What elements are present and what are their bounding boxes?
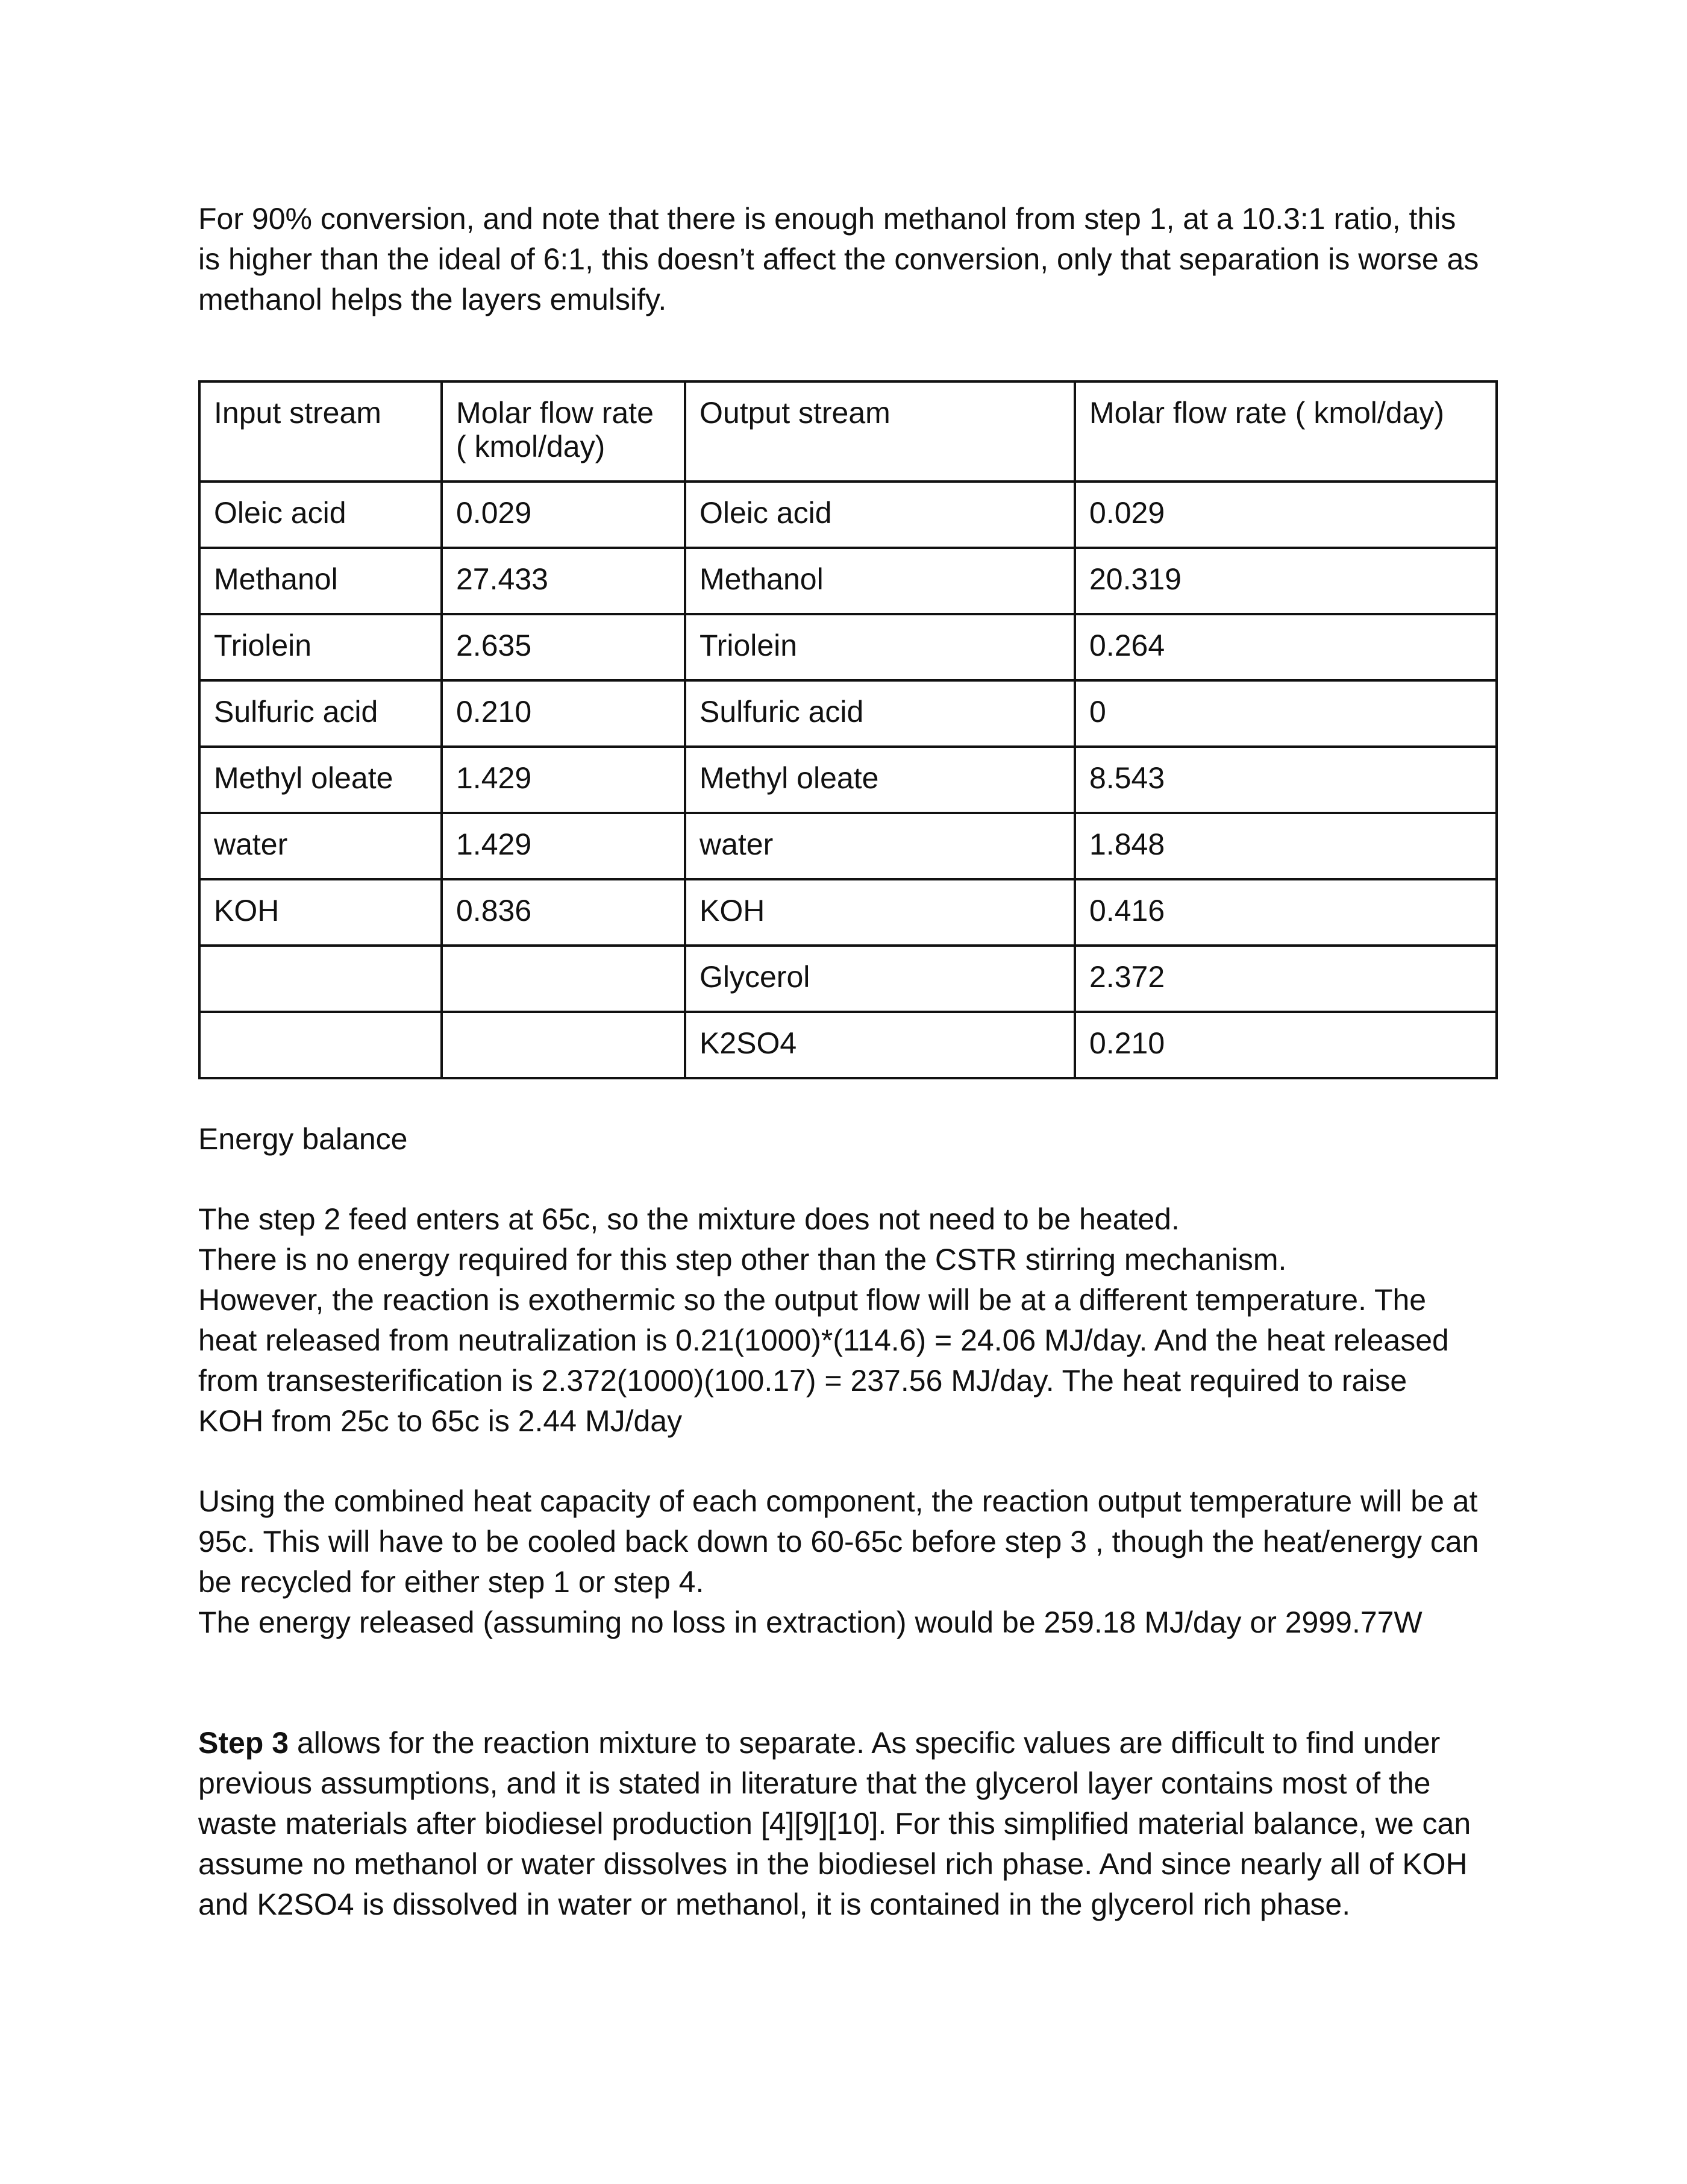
energy-line: The step 2 feed enters at 65c, so the mixture does not need to be heated. bbox=[198, 1202, 1180, 1236]
table-row bbox=[199, 813, 1497, 879]
input-flow-cell: 0.210 bbox=[442, 680, 685, 747]
input-stream-cell: Methyl oleate bbox=[199, 747, 442, 813]
energy-paragraph-1 bbox=[198, 1199, 1494, 1442]
energy-line: However, the reaction is exothermic so the output flow will be at a different temperature. The bbox=[198, 1283, 1427, 1317]
table-row bbox=[199, 1012, 1497, 1078]
output-flow-cell: 0.416 bbox=[1075, 879, 1497, 946]
output-stream-cell: Triolein bbox=[685, 614, 1075, 680]
step3-line: previous assumptions, and it is stated in literature that the glycerol layer contains most of the bbox=[198, 1766, 1431, 1800]
output-flow-cell: 2.372 bbox=[1075, 946, 1497, 1012]
input-stream-cell bbox=[199, 946, 442, 1012]
input-stream-cell: Sulfuric acid bbox=[199, 680, 442, 747]
step3-line: and K2SO4 is dissolved in water or methanol, it is contained in the glycerol rich phase. bbox=[198, 1887, 1351, 1921]
table-header-row bbox=[199, 381, 1497, 482]
input-stream-cell: Triolein bbox=[199, 614, 442, 680]
input-stream-cell: water bbox=[199, 813, 442, 879]
intro-paragraph bbox=[198, 199, 1494, 320]
intro-line: is higher than the ideal of 6:1, this doesn’t affect the conversion, only that separation is worse as bbox=[198, 242, 1479, 276]
table-row bbox=[199, 680, 1497, 747]
output-stream-cell: Glycerol bbox=[685, 946, 1075, 1012]
energy-line: There is no energy required for this step other than the CSTR stirring mechanism. bbox=[198, 1243, 1287, 1276]
output-flow-cell: 0 bbox=[1075, 680, 1497, 747]
energy-line: heat released from neutralization is 0.21(1000)*(114.6) = 24.06 MJ/day. And the heat released bbox=[198, 1323, 1449, 1357]
input-flow-cell: 2.635 bbox=[442, 614, 685, 680]
step3-paragraph bbox=[198, 1723, 1494, 1925]
energy-paragraph-2 bbox=[198, 1481, 1494, 1643]
step3-line: assume no methanol or water dissolves in the biodiesel rich phase. And since nearly all of KOH bbox=[198, 1847, 1468, 1881]
table-row bbox=[199, 879, 1497, 946]
intro-line: For 90% conversion, and note that there is enough methanol from step 1, at a 10.3:1 ratio, this bbox=[198, 202, 1456, 236]
input-flow-cell bbox=[442, 1012, 685, 1078]
output-flow-cell: 20.319 bbox=[1075, 548, 1497, 614]
header-input-molar-flow: Molar flow rate ( kmol/day) bbox=[442, 381, 685, 482]
document-page bbox=[198, 199, 1494, 1925]
energy-line: Using the combined heat capacity of each component, the reaction output temperature will be at bbox=[198, 1484, 1478, 1518]
input-flow-cell: 1.429 bbox=[442, 747, 685, 813]
input-flow-cell: 27.433 bbox=[442, 548, 685, 614]
table-row bbox=[199, 482, 1497, 548]
input-stream-cell: Methanol bbox=[199, 548, 442, 614]
energy-line: be recycled for either step 1 or step 4. bbox=[198, 1565, 704, 1599]
output-flow-cell: 0.264 bbox=[1075, 614, 1497, 680]
table-row bbox=[199, 946, 1497, 1012]
output-flow-cell: 0.029 bbox=[1075, 482, 1497, 548]
output-stream-cell: Methanol bbox=[685, 548, 1075, 614]
energy-line: KOH from 25c to 65c is 2.44 MJ/day bbox=[198, 1404, 683, 1438]
output-stream-cell: Methyl oleate bbox=[685, 747, 1075, 813]
output-stream-cell: water bbox=[685, 813, 1075, 879]
output-stream-cell: KOH bbox=[685, 879, 1075, 946]
table-row bbox=[199, 614, 1497, 680]
step3-line: waste materials after biodiesel production [4][9][10]. For this simplified material balance, we can bbox=[198, 1807, 1471, 1840]
input-stream-cell: KOH bbox=[199, 879, 442, 946]
table-row bbox=[199, 747, 1497, 813]
input-stream-cell: Oleic acid bbox=[199, 482, 442, 548]
step3-label: Step 3 bbox=[198, 1726, 289, 1760]
energy-line: 95c. This will have to be cooled back down to 60-65c before step 3 , though the heat/energy can bbox=[198, 1525, 1479, 1558]
output-flow-cell: 0.210 bbox=[1075, 1012, 1497, 1078]
input-flow-cell: 0.029 bbox=[442, 482, 685, 548]
step3-first-line-text: allows for the reaction mixture to separate. As specific values are difficult to find under bbox=[289, 1726, 1441, 1760]
output-stream-cell: Sulfuric acid bbox=[685, 680, 1075, 747]
table-row bbox=[199, 548, 1497, 614]
output-flow-cell: 1.848 bbox=[1075, 813, 1497, 879]
header-output-molar-flow: Molar flow rate ( kmol/day) bbox=[1075, 381, 1497, 482]
material-balance-table bbox=[198, 380, 1498, 1079]
energy-balance-heading: Energy balance bbox=[198, 1122, 408, 1156]
intro-line: methanol helps the layers emulsify. bbox=[198, 283, 667, 316]
output-stream-cell: Oleic acid bbox=[685, 482, 1075, 548]
input-flow-cell: 0.836 bbox=[442, 879, 685, 946]
input-stream-cell bbox=[199, 1012, 442, 1078]
energy-line: The energy released (assuming no loss in extraction) would be 259.18 MJ/day or 2999.77W bbox=[198, 1605, 1423, 1639]
output-stream-cell: K2SO4 bbox=[685, 1012, 1075, 1078]
output-flow-cell: 8.543 bbox=[1075, 747, 1497, 813]
header-input-stream: Input stream bbox=[199, 381, 442, 482]
header-output-stream: Output stream bbox=[685, 381, 1075, 482]
input-flow-cell bbox=[442, 946, 685, 1012]
input-flow-cell: 1.429 bbox=[442, 813, 685, 879]
step3-line bbox=[198, 1723, 1494, 1763]
energy-line: from transesterification is 2.372(1000)(100.17) = 237.56 MJ/day. The heat required to raise bbox=[198, 1364, 1407, 1398]
